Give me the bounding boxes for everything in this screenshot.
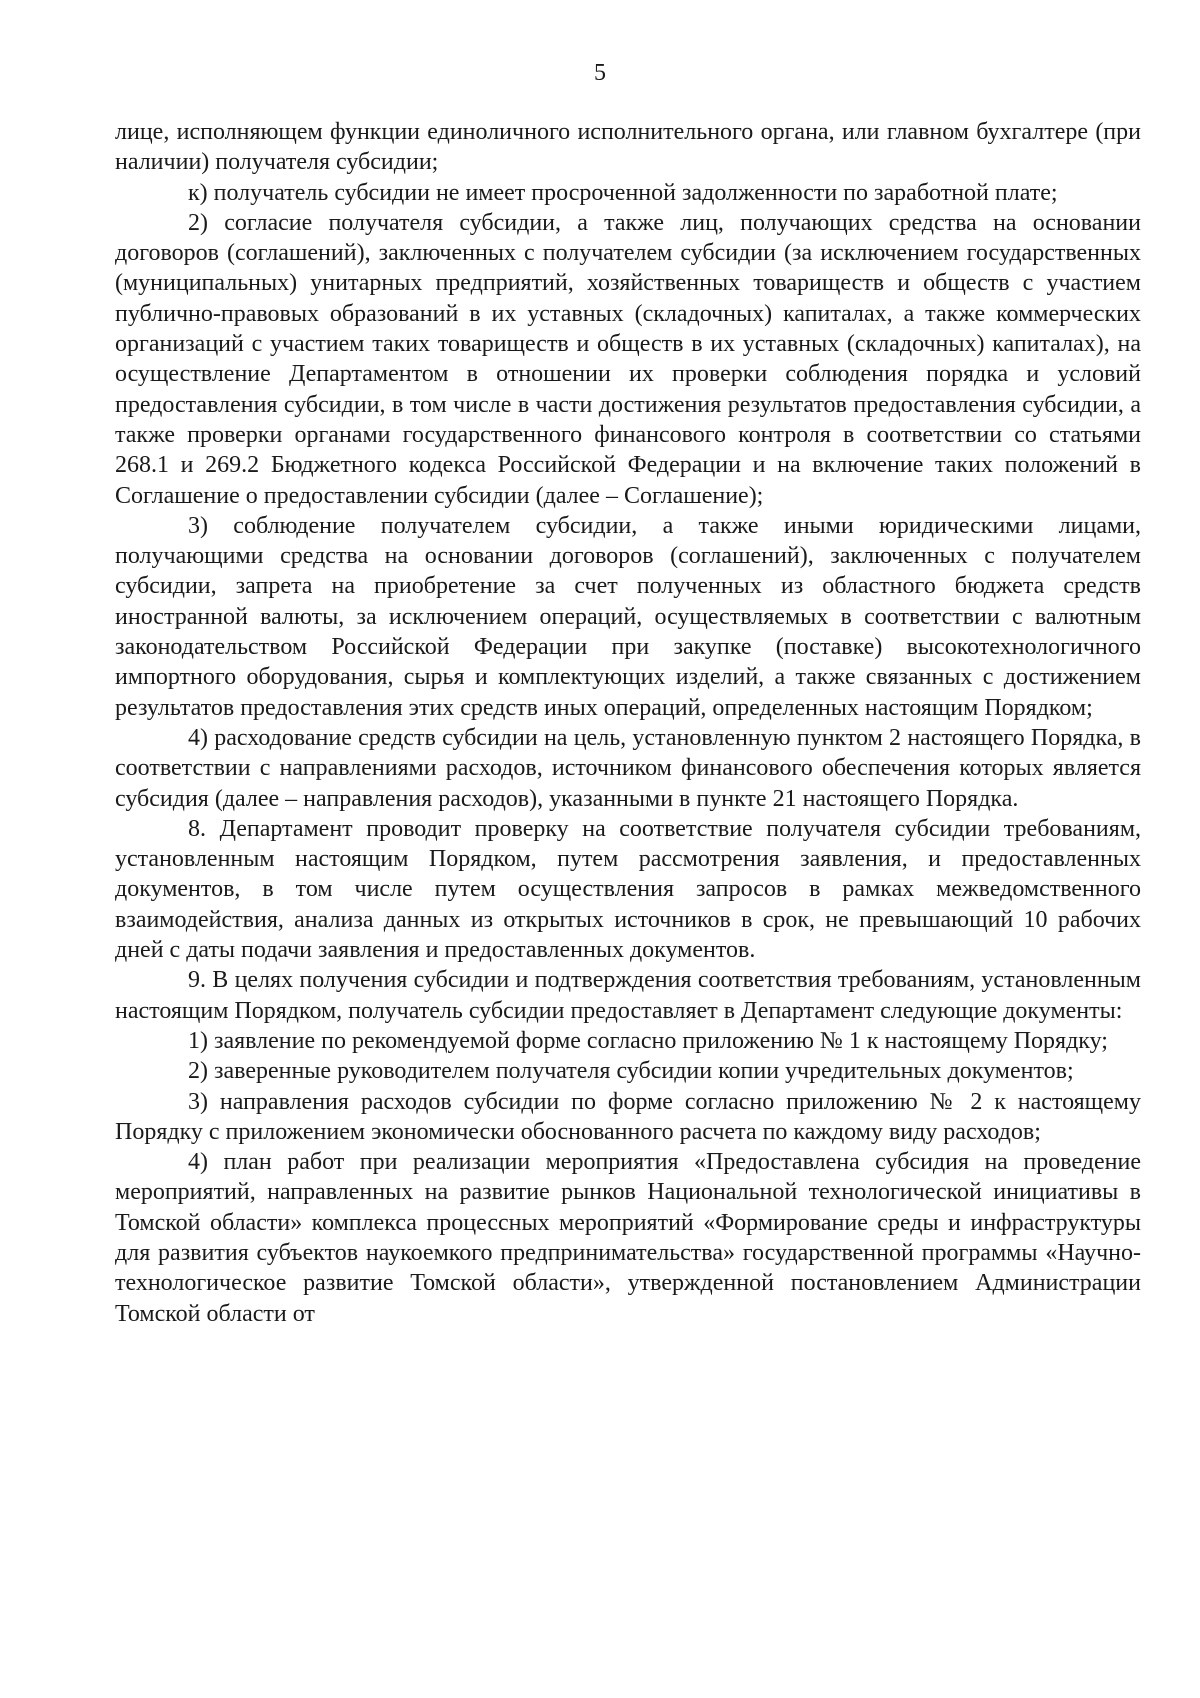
paragraph-continuation: лице, исполняющем функции единоличного исполнительного органа, или главном бухгалтере (при наличии) получателя субсидии; [115,119,1141,176]
paragraph-doc-1-application: 1) заявление по рекомендуемой форме согласно приложению № 1 к настоящему Порядку; [188,1027,1108,1054]
paragraph-section-8: 8. Департамент проводит проверку на соответствие получателя субсидии требованиям, установленным настоящим Порядком, путем рассмотрения заявления, и предоставленных документов, в том числе путем осуществления запросов в рамках межведомственного взаимодействия, анализа данных из открытых источников в срок, не превышающий 10 рабочих дней с даты подачи заявления и предоставленных документов. [115,815,1141,964]
paragraph-item-3-currency-ban: 3) соблюдение получателем субсидии, а также иными юридическими лицами, получающими средства на основании договоров (соглашений), заключенных с получателем субсидии, запрета на приобретение за счет полученных из областного бюджета средств иностранной валюты, за исключением операций, осуществляемых в соответствии с валютным законодательством Российской Федерации при закупке (поставке) высокотехнологичного импортного оборудования, сырья и комплектующих изделий, а также связанных с достижением результатов предоставления этих средств иных операций, определенных настоящим Порядком; [115,512,1141,721]
paragraph-doc-4-work-plan: 4) план работ при реализации мероприятия «Предоставлена субсидия на проведение мероприятий, направленных на развитие рынков Национальной технологической инициативы в Томской области» комплекса процессных мероприятий «Формирование среды и инфраструктуры для развития субъектов наукоемкого предпринимательства» государственной программы «Научно-технологическое развитие Томской области», утвержденной постановлением Администрации Томской области от [115,1149,1141,1327]
page-number: 5 [594,60,606,86]
paragraph-doc-2-copies: 2) заверенные руководителем получателя субсидии копии учредительных документов; [188,1058,1074,1085]
paragraph-item-2-consent: 2) согласие получателя субсидии, а также лиц, получающих средства на основании договоров (соглашений), заключенных с получателем субсидии (за исключением государственных (муниципальных) унитарных предприятий, хозяйственных товариществ и обществ с участием публично-правовых образований в их уставных (складочных) капиталах, а также коммерческих организаций с участием таких товариществ и обществ в их уставных (складочных) капиталах), на осуществление Департаментом в отношении их проверки соблюдения порядка и условий предоставления субсидии, в том числе в части достижения результатов предоставления субсидии, а также проверки органами государственного финансового контроля в соответствии со статьями 268.1 и 269.2 Бюджетного кодекса Российской Федерации и на включение таких положений в Соглашение о предоставлении субсидии (далее – Соглашение); [115,209,1141,509]
paragraph-item-4-spending: 4) расходование средств субсидии на цель, установленную пунктом 2 настоящего Порядка, в соответствии с направлениями расходов, источником финансового обеспечения которых является субсидия (далее – направления расходов), указанными в пункте 21 настоящего Порядка. [115,724,1141,812]
document-body [115,117,1141,1329]
paragraph-section-9: 9. В целях получения субсидии и подтверждения соответствия требованиям, установленным настоящим Порядком, получатель субсидии предоставляет в Департамент следующие документы: [115,967,1141,1024]
paragraph-doc-3-expenses: 3) направления расходов субсидии по форме согласно приложению № 2 к настоящему Порядку с приложением экономически обоснованного расчета по каждому виду расходов; [115,1088,1141,1145]
paragraph-item-k: к) получатель субсидии не имеет просроченной задолженности по заработной плате; [188,179,1058,206]
